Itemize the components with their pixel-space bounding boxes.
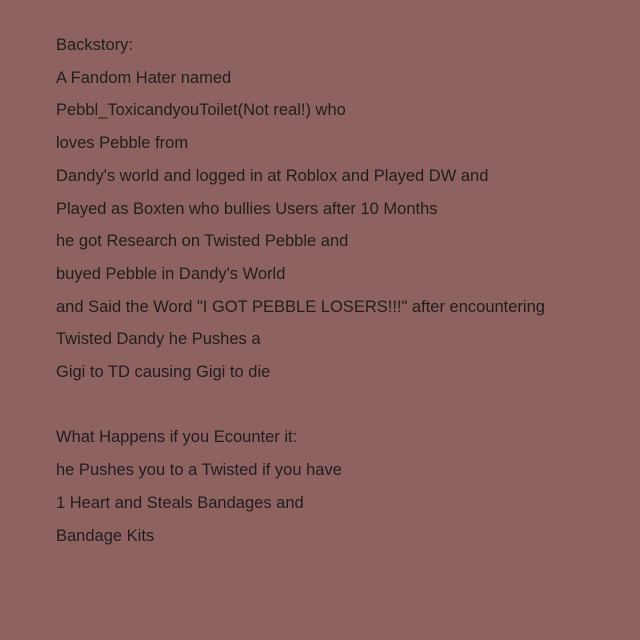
text-line: Played as Boxten who bullies Users after 10 Months (56, 199, 438, 218)
text-line: and Said the Word "I GOT PEBBLE LOSERS!!!" after encountering (56, 297, 545, 316)
text-line: Gigi to TD causing Gigi to die (56, 363, 271, 382)
text-line: Pebbl_ToxicandyouToilet(Not real!) who (56, 101, 346, 120)
text-line: loves Pebble from (56, 134, 189, 153)
text-line: Bandage Kits (56, 526, 155, 545)
text-line: Dandy's world and logged in at Roblox and Played DW and (56, 166, 489, 185)
encounter-heading: What Happens if you Ecounter it: (56, 428, 298, 447)
text-line: 1 Heart and Steals Bandages and (56, 493, 304, 512)
text-line: A Fandom Hater named (56, 68, 232, 87)
text-line: buyed Pebble in Dandy's World (56, 264, 286, 283)
backstory-paragraph (56, 29, 610, 389)
text-line: he got Research on Twisted Pebble and (56, 232, 349, 251)
backstory-heading: Backstory: (56, 36, 134, 54)
encounter-paragraph (56, 421, 610, 552)
text-line: Twisted Dandy he Pushes a (56, 330, 261, 349)
text-line: he Pushes you to a Twisted if you have (56, 461, 342, 480)
